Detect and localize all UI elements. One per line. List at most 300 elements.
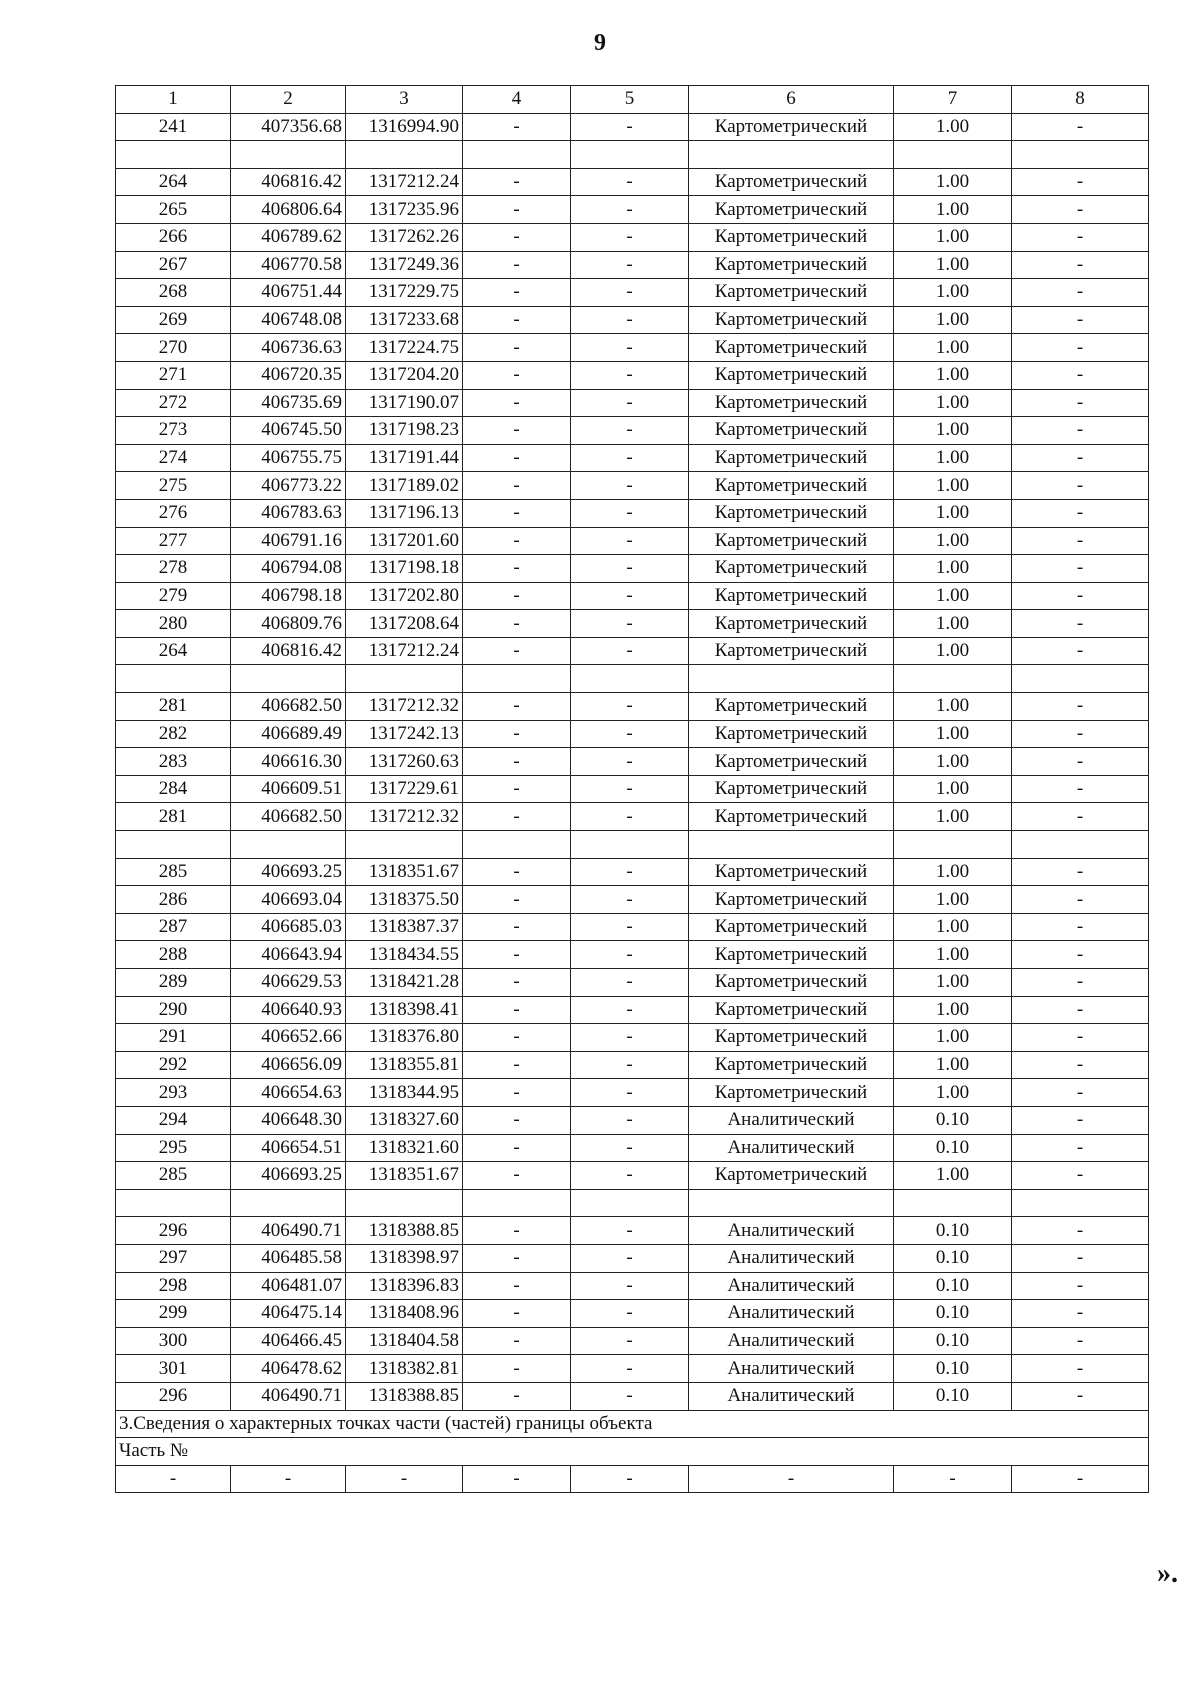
table-cell: 406656.09 [231, 1051, 346, 1079]
table-cell: Аналитический [689, 1355, 894, 1383]
table-cell: 299 [116, 1300, 231, 1328]
table-cell: Картометрический [689, 969, 894, 997]
table-cell: 1.00 [894, 223, 1012, 251]
table-cell: 1.00 [894, 941, 1012, 969]
table-cell: 271 [116, 361, 231, 389]
table-cell: 1.00 [894, 1024, 1012, 1052]
table-cell: 1.00 [894, 858, 1012, 886]
table-cell: 1.00 [894, 1051, 1012, 1079]
table-cell: 1318408.96 [346, 1300, 463, 1328]
table-cell: 406640.93 [231, 996, 346, 1024]
table-row [116, 775, 1149, 803]
table-cell: - [1012, 389, 1149, 417]
table-cell: 406654.51 [231, 1134, 346, 1162]
table-cell: 406816.42 [231, 168, 346, 196]
table-cell: 1317191.44 [346, 444, 463, 472]
table-cell: 1318388.85 [346, 1217, 463, 1245]
table-cell: 281 [116, 693, 231, 721]
table-cell: 406648.30 [231, 1106, 346, 1134]
table-cell: 1.00 [894, 527, 1012, 555]
table-cell: - [1012, 913, 1149, 941]
table-cell: 292 [116, 1051, 231, 1079]
separator-row [116, 665, 1149, 693]
table-cell: - [463, 223, 571, 251]
table-cell: 1318351.67 [346, 858, 463, 886]
table-cell: Аналитический [689, 1244, 894, 1272]
table-cell: 1.00 [894, 306, 1012, 334]
table-cell: Картометрический [689, 361, 894, 389]
table-cell: - [463, 555, 571, 583]
table-cell: 406791.16 [231, 527, 346, 555]
table-cell: 1317208.64 [346, 610, 463, 638]
table-cell: 0.10 [894, 1272, 1012, 1300]
table-cell: 277 [116, 527, 231, 555]
table-cell [463, 831, 571, 859]
table-cell: 300 [116, 1327, 231, 1355]
table-cell [463, 665, 571, 693]
table-cell: 1317229.75 [346, 279, 463, 307]
table-row [116, 389, 1149, 417]
table-cell [231, 831, 346, 859]
table-cell: 265 [116, 196, 231, 224]
table-cell: 278 [116, 555, 231, 583]
table-cell: - [463, 196, 571, 224]
table-cell: - [571, 1106, 689, 1134]
table-cell: - [571, 748, 689, 776]
table-cell [894, 831, 1012, 859]
table-cell: - [1012, 748, 1149, 776]
table-cell: - [571, 720, 689, 748]
table-row [116, 1217, 1149, 1245]
table-cell: 288 [116, 941, 231, 969]
table-cell: - [231, 1465, 346, 1493]
table-cell: 1318327.60 [346, 1106, 463, 1134]
table-cell: Картометрический [689, 168, 894, 196]
table-cell: - [463, 637, 571, 665]
table-cell: 1.00 [894, 417, 1012, 445]
table-cell: - [463, 1382, 571, 1410]
table-cell: 1318398.97 [346, 1244, 463, 1272]
table-cell: 1317249.36 [346, 251, 463, 279]
table-cell: - [463, 720, 571, 748]
table-cell [1012, 831, 1149, 859]
table-cell: 1.00 [894, 499, 1012, 527]
table-cell: 406798.18 [231, 582, 346, 610]
table-row [116, 1244, 1149, 1272]
table-cell: - [571, 472, 689, 500]
table-cell: - [571, 527, 689, 555]
table-row [116, 803, 1149, 831]
table-cell: 1317262.26 [346, 223, 463, 251]
table-cell: - [1012, 306, 1149, 334]
section3-title: 3.Сведения о характерных точках части (частей) границы объекта [116, 1410, 1149, 1438]
table-cell: Картометрический [689, 748, 894, 776]
table-cell [689, 665, 894, 693]
table-cell: - [1012, 886, 1149, 914]
table-cell: 406485.58 [231, 1244, 346, 1272]
table-cell: - [1012, 361, 1149, 389]
table-cell: 406720.35 [231, 361, 346, 389]
column-header: 6 [689, 86, 894, 114]
table-cell: 296 [116, 1217, 231, 1245]
table-cell: - [463, 969, 571, 997]
table-cell: 1.00 [894, 389, 1012, 417]
table-row [116, 168, 1149, 196]
table-cell: 1.00 [894, 610, 1012, 638]
table-cell: - [571, 1465, 689, 1493]
table-cell: - [463, 803, 571, 831]
table-cell: 406806.64 [231, 196, 346, 224]
table-cell [116, 1189, 231, 1217]
table-cell: 1.00 [894, 555, 1012, 583]
table-cell: 1317229.61 [346, 775, 463, 803]
table-cell: - [463, 693, 571, 721]
table-cell: - [1012, 693, 1149, 721]
table-cell: 406682.50 [231, 693, 346, 721]
table-cell: Картометрический [689, 223, 894, 251]
table-cell: Аналитический [689, 1327, 894, 1355]
table-cell: 406748.08 [231, 306, 346, 334]
table-cell: 295 [116, 1134, 231, 1162]
table-cell: 0.10 [894, 1355, 1012, 1383]
table-row [116, 1327, 1149, 1355]
table-cell: 266 [116, 223, 231, 251]
table-cell: Картометрический [689, 637, 894, 665]
table-cell: - [571, 1217, 689, 1245]
table-cell: - [571, 1300, 689, 1328]
separator-row [116, 1189, 1149, 1217]
table-cell [116, 831, 231, 859]
table-cell: - [571, 1382, 689, 1410]
column-header: 5 [571, 86, 689, 114]
table-cell [1012, 1189, 1149, 1217]
table-cell: 406689.49 [231, 720, 346, 748]
table-cell [116, 665, 231, 693]
table-cell: 1317212.32 [346, 693, 463, 721]
table-cell: - [571, 555, 689, 583]
table-cell: - [1012, 1024, 1149, 1052]
table-cell: - [1012, 113, 1149, 141]
table-cell: - [571, 251, 689, 279]
table-cell [346, 665, 463, 693]
table-cell: - [463, 306, 571, 334]
table-row [116, 969, 1149, 997]
table-cell [689, 831, 894, 859]
table-cell [571, 141, 689, 169]
table-cell: - [1012, 499, 1149, 527]
table-cell: 1317201.60 [346, 527, 463, 555]
table-cell: 1318376.80 [346, 1024, 463, 1052]
table-cell [894, 141, 1012, 169]
separator-row [116, 141, 1149, 169]
table-row [116, 720, 1149, 748]
table-cell: - [571, 389, 689, 417]
table-cell: - [1012, 1134, 1149, 1162]
table-row [116, 1134, 1149, 1162]
table-cell: 1.00 [894, 969, 1012, 997]
table-cell: 297 [116, 1244, 231, 1272]
table-cell [346, 141, 463, 169]
table-cell: 1318421.28 [346, 969, 463, 997]
table-cell: - [463, 1079, 571, 1107]
table-cell: Картометрический [689, 472, 894, 500]
table-cell: 406490.71 [231, 1217, 346, 1245]
table-cell: 1317202.80 [346, 582, 463, 610]
table-cell: - [463, 334, 571, 362]
table-cell: - [1012, 775, 1149, 803]
table-cell: - [1012, 417, 1149, 445]
column-header: 7 [894, 86, 1012, 114]
table-cell: 276 [116, 499, 231, 527]
table-cell: 1.00 [894, 279, 1012, 307]
table-cell: 1.00 [894, 582, 1012, 610]
coordinates-table [115, 85, 1149, 1493]
table-cell: 1.00 [894, 720, 1012, 748]
table-cell: 406481.07 [231, 1272, 346, 1300]
table-cell [231, 141, 346, 169]
table-cell: 279 [116, 582, 231, 610]
table-cell: - [463, 1162, 571, 1190]
table-cell: - [1012, 1327, 1149, 1355]
table-cell: - [1012, 637, 1149, 665]
table-cell: - [463, 996, 571, 1024]
table-cell: - [571, 113, 689, 141]
table-header [116, 86, 1149, 114]
table-cell: - [571, 499, 689, 527]
table-row [116, 1355, 1149, 1383]
table-cell: 1318351.67 [346, 1162, 463, 1190]
table-cell: - [571, 941, 689, 969]
table-cell: 280 [116, 610, 231, 638]
table-cell: 406773.22 [231, 472, 346, 500]
table-cell: - [1012, 996, 1149, 1024]
table-cell: - [1012, 1465, 1149, 1493]
table-cell: 1318404.58 [346, 1327, 463, 1355]
table-cell: Картометрический [689, 803, 894, 831]
table-cell: 1318344.95 [346, 1079, 463, 1107]
table-body [116, 113, 1149, 1410]
table-cell: 1.00 [894, 803, 1012, 831]
table-cell: - [571, 803, 689, 831]
table-cell: Аналитический [689, 1134, 894, 1162]
table-cell: - [463, 1327, 571, 1355]
table-cell: - [1012, 527, 1149, 555]
table-cell: 406490.71 [231, 1382, 346, 1410]
table-row [116, 334, 1149, 362]
table-cell: - [1012, 969, 1149, 997]
table-cell: - [463, 748, 571, 776]
table-cell: 406609.51 [231, 775, 346, 803]
table-cell: - [463, 168, 571, 196]
table-cell [571, 665, 689, 693]
table-cell: 264 [116, 168, 231, 196]
table-cell: - [1012, 1217, 1149, 1245]
table-cell: - [1012, 582, 1149, 610]
table-cell: 1.00 [894, 775, 1012, 803]
table-cell: 1318434.55 [346, 941, 463, 969]
table-row [116, 444, 1149, 472]
table-cell: - [571, 417, 689, 445]
table-cell: 1317190.07 [346, 389, 463, 417]
table-row [116, 913, 1149, 941]
table-cell: - [1012, 803, 1149, 831]
table-cell: 1.00 [894, 996, 1012, 1024]
table-cell: 1.00 [894, 472, 1012, 500]
table-cell: - [571, 279, 689, 307]
table-cell: 406693.04 [231, 886, 346, 914]
table-cell: Картометрический [689, 527, 894, 555]
table-cell: - [463, 1300, 571, 1328]
table-cell: 1.00 [894, 334, 1012, 362]
table-cell: - [1012, 1162, 1149, 1190]
table-cell: 272 [116, 389, 231, 417]
table-cell: 1.00 [894, 637, 1012, 665]
table-cell: 406770.58 [231, 251, 346, 279]
table-row [116, 693, 1149, 721]
table-cell: 1.00 [894, 444, 1012, 472]
table-cell: - [1012, 444, 1149, 472]
table-cell: - [1012, 720, 1149, 748]
table-cell: 1317212.32 [346, 803, 463, 831]
table-cell: - [571, 361, 689, 389]
table-cell: 1317224.75 [346, 334, 463, 362]
table-cell: 1317242.13 [346, 720, 463, 748]
column-header: 3 [346, 86, 463, 114]
table-cell: - [571, 306, 689, 334]
table-row [116, 555, 1149, 583]
table-cell: - [1012, 168, 1149, 196]
table-cell: 1317212.24 [346, 168, 463, 196]
table-cell: Картометрический [689, 886, 894, 914]
table-cell: Аналитический [689, 1106, 894, 1134]
table-cell: 270 [116, 334, 231, 362]
table-cell: - [463, 610, 571, 638]
table-row [116, 1079, 1149, 1107]
table-cell: - [463, 913, 571, 941]
table-cell [463, 141, 571, 169]
table-row [116, 361, 1149, 389]
column-header: 8 [1012, 86, 1149, 114]
table-row [116, 417, 1149, 445]
table-cell: 1317198.23 [346, 417, 463, 445]
table-cell: - [463, 582, 571, 610]
table-cell: 1317204.20 [346, 361, 463, 389]
table-cell: Картометрический [689, 389, 894, 417]
table-cell: Картометрический [689, 113, 894, 141]
table-cell: 285 [116, 1162, 231, 1190]
table-cell: - [571, 637, 689, 665]
table-cell: 285 [116, 858, 231, 886]
table-cell: 1.00 [894, 1162, 1012, 1190]
table-cell: - [1012, 858, 1149, 886]
table-cell: Аналитический [689, 1217, 894, 1245]
table-row [116, 886, 1149, 914]
table-cell: 267 [116, 251, 231, 279]
table-cell: Картометрический [689, 858, 894, 886]
table-cell: 1317196.13 [346, 499, 463, 527]
separator-row [116, 831, 1149, 859]
table-cell: 275 [116, 472, 231, 500]
table-cell: - [463, 361, 571, 389]
column-header: 4 [463, 86, 571, 114]
table-cell: 0.10 [894, 1217, 1012, 1245]
table-row [116, 1162, 1149, 1190]
table-cell: 282 [116, 720, 231, 748]
table-cell: - [571, 444, 689, 472]
table-cell: 406478.62 [231, 1355, 346, 1383]
table-cell: - [571, 1024, 689, 1052]
table-cell: - [1012, 334, 1149, 362]
part-label: Часть № [116, 1438, 1149, 1466]
table-cell: 0.10 [894, 1382, 1012, 1410]
table-cell: 291 [116, 1024, 231, 1052]
table-cell: - [1012, 1051, 1149, 1079]
table-row [116, 858, 1149, 886]
table-cell: Картометрический [689, 1024, 894, 1052]
table-cell: 1317260.63 [346, 748, 463, 776]
table-cell [1012, 141, 1149, 169]
table-cell: 0.10 [894, 1106, 1012, 1134]
table-cell: Аналитический [689, 1382, 894, 1410]
table-cell: 406736.63 [231, 334, 346, 362]
table-cell: - [571, 1162, 689, 1190]
table-cell: - [463, 1244, 571, 1272]
closing-mark: ». [1157, 1558, 1178, 1589]
table-cell: - [571, 1134, 689, 1162]
page-number: 9 [594, 30, 606, 56]
table-cell: - [1012, 1079, 1149, 1107]
table-cell: 0.10 [894, 1134, 1012, 1162]
table-cell: - [571, 334, 689, 362]
table-cell: 1318321.60 [346, 1134, 463, 1162]
table-cell: - [571, 168, 689, 196]
table-cell: 1318398.41 [346, 996, 463, 1024]
header-row [116, 86, 1149, 114]
table-cell: - [463, 444, 571, 472]
table-row [116, 637, 1149, 665]
table-cell: - [463, 279, 571, 307]
table-cell: 284 [116, 775, 231, 803]
table-cell: 1316994.90 [346, 113, 463, 141]
table-cell: - [463, 1355, 571, 1383]
table-cell: 406629.53 [231, 969, 346, 997]
table-cell: - [571, 1272, 689, 1300]
table-row [116, 1024, 1149, 1052]
table-cell: 1.00 [894, 913, 1012, 941]
table-cell: 406643.94 [231, 941, 346, 969]
table-cell: 406693.25 [231, 858, 346, 886]
table-row [116, 1382, 1149, 1410]
table-cell: 406789.62 [231, 223, 346, 251]
table-cell: - [571, 1327, 689, 1355]
table-cell: 1318382.81 [346, 1355, 463, 1383]
table-cell: 406466.45 [231, 1327, 346, 1355]
table-cell: - [571, 693, 689, 721]
table-cell: 406652.66 [231, 1024, 346, 1052]
table-cell: - [463, 251, 571, 279]
table-cell: - [463, 1106, 571, 1134]
table-cell: 1.00 [894, 693, 1012, 721]
table-cell: 1318355.81 [346, 1051, 463, 1079]
table-cell: - [463, 389, 571, 417]
table-cell: 1.00 [894, 113, 1012, 141]
table-cell: - [463, 472, 571, 500]
table-cell: - [463, 775, 571, 803]
table-cell: 1.00 [894, 1079, 1012, 1107]
table-cell: - [1012, 196, 1149, 224]
table-cell: - [463, 1465, 571, 1493]
table-cell: - [463, 858, 571, 886]
